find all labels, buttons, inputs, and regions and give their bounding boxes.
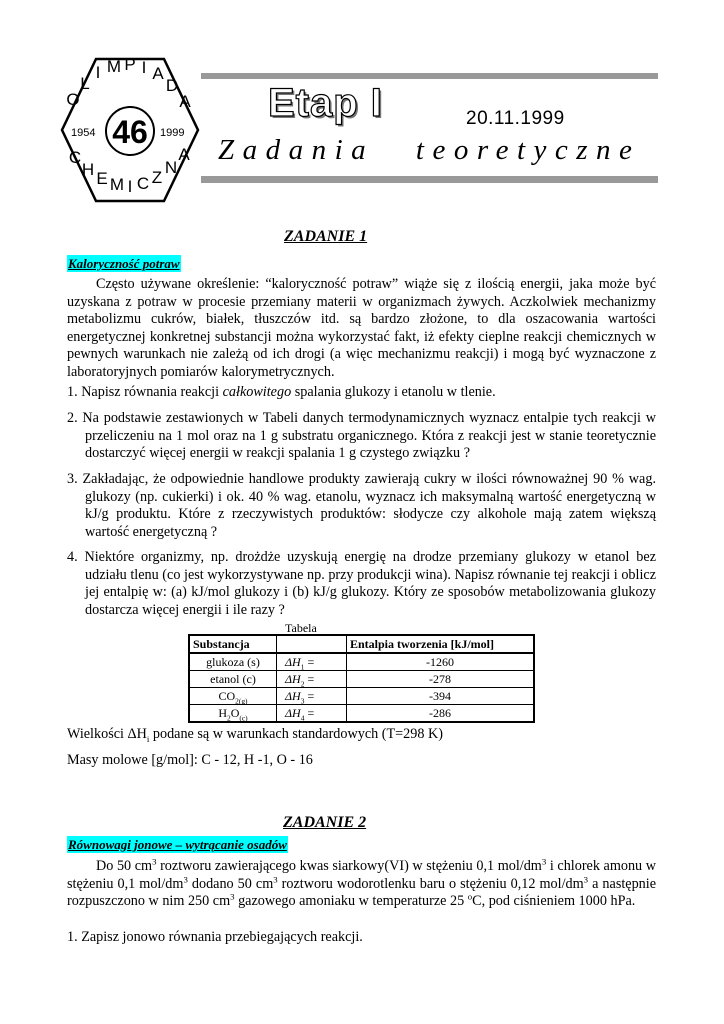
delta-h-index: 1 (300, 661, 305, 671)
delta-h: ΔH (285, 705, 301, 720)
logo-letter: H (81, 160, 95, 179)
t2-text: roztworu zawierającego kwas siarkowy(VI) w stężeniu 0,1 mol/dm (156, 858, 542, 874)
logo-letter: L (80, 74, 90, 93)
table-row (189, 688, 534, 705)
logo-letter: N (164, 158, 178, 177)
table-cell-value: -278 (347, 671, 535, 688)
task2-question-1: 1. Zapisz jonowo równania przebiegających reakcji. (67, 929, 363, 945)
task1-question-1 (67, 384, 656, 402)
logo-year-right: 1999 (160, 127, 185, 139)
logo-letter: E (96, 169, 108, 188)
t2-sup: 3 (183, 873, 188, 884)
table-caption: Tabela (285, 621, 317, 635)
t2-text: dodano 50 cm (187, 875, 274, 892)
t2-text: gazowego amoniaku w temperaturze 25 (234, 893, 468, 910)
table-header-row (189, 635, 534, 653)
logo-letter: A (179, 92, 191, 111)
table-cell-symbol (277, 688, 347, 705)
task2-title: ZADANIE 2 (283, 814, 367, 831)
table-cell-symbol (277, 705, 347, 723)
logo-letter: Z (151, 168, 163, 187)
table-cell-symbol (277, 671, 347, 688)
t2-text: a następnie rozpuszczono w nim 250 cm (67, 875, 657, 910)
page-subtitle: Zadania teoretyczne (218, 134, 641, 166)
formula: O (230, 705, 240, 720)
logo-letter: M (106, 57, 122, 76)
t2-sup: 3 (230, 891, 235, 902)
logo-number: 46 (112, 114, 148, 150)
logo-letter: C (136, 174, 150, 193)
header-rule-top (201, 73, 658, 79)
logo-letter: A (152, 64, 164, 83)
t2-sup: o (467, 891, 473, 902)
note-text-end: podane są w warunkach standardowych (T=298 K) (149, 726, 443, 742)
formula-sub: (c) (239, 712, 248, 722)
table-cell-substance (189, 705, 277, 723)
table-row (189, 653, 534, 671)
logo-letter: D (165, 76, 179, 95)
logo-letter: O (66, 90, 80, 109)
t2-text: i chlorek amonu w stężeniu 0,1 mol/dm (67, 858, 657, 892)
stage-title: Etap I (268, 81, 383, 125)
table-cell-substance (189, 688, 277, 705)
logo-letter: P (124, 55, 136, 74)
t2-text: roztworu wodorotlenku baru o stężeniu 0,12 mol/dm (277, 875, 584, 892)
task1-question-2: 2. Na podstawie zestawionych w Tabeli danych termodynamicznych wyznacz entalpie tych reakcji w przeliczeniu na 1 mol oraz na 1 g substratu organicznego. Która z reakcji jest w stanie teoretycznie dostarczyć więcej energii w reakcji spalania 1 g czystego związku ? (67, 410, 656, 462)
exam-date: 20.11.1999 (466, 108, 565, 129)
t2-sup: 3 (152, 856, 157, 867)
table-row (189, 705, 534, 723)
table-cell-substance: glukoza (s) (189, 653, 277, 671)
equals: = (304, 654, 315, 669)
delta-h-index: 3 (300, 695, 305, 705)
note-text: Wielkości ΔH (67, 726, 147, 742)
table-header: Substancja (189, 635, 277, 653)
equals: = (304, 688, 315, 703)
thermo-table (188, 634, 535, 723)
task1-note (67, 726, 656, 744)
logo-year-left: 1954 (71, 127, 96, 139)
formula-sub: 2 (227, 712, 231, 722)
note-index: i (146, 733, 150, 744)
delta-h-index: 2 (300, 678, 305, 688)
t2-sup: 3 (273, 873, 278, 884)
delta-h-index: 4 (300, 712, 305, 722)
table-cell-value: -286 (347, 705, 535, 723)
delta-h: ΔH (285, 654, 301, 669)
delta-h: ΔH (285, 688, 301, 703)
table-cell-substance: etanol (c) (189, 671, 277, 688)
table-cell-value: -394 (347, 688, 535, 705)
delta-h: ΔH (285, 671, 301, 686)
equals: = (304, 705, 315, 720)
logo-letter: M (109, 175, 125, 194)
logo-letter: I (141, 58, 147, 77)
task1-masses: Masy molowe [g/mol]: C - 12, H -1, O - 16 (67, 752, 313, 768)
formula: CO (218, 688, 236, 703)
table-header: Entalpia tworzenia [kJ/mol] (347, 635, 535, 653)
t2-sup: 3 (583, 873, 589, 884)
t2-text: C, pod ciśnieniem 1000 hPa. (472, 893, 636, 910)
logo-letter: I (95, 63, 101, 82)
logo-letter: I (127, 177, 133, 196)
logo-letter: C (68, 148, 82, 167)
task1-question-3: 3. Zakładając, że odpowiednie handlowe produkty zawierają cukry w ilości równoważnej 90 % wag. glukozy (np. cukierki) i ok. 40 % wag. etanolu, wyznacz ich maksymalną wartość energetyczną w kJ/g produktu. Które z rzeczywistych produktów: słodycze czy alkohole mają zatem większą wartość energetyczną ? (67, 471, 656, 540)
table-row (189, 671, 534, 688)
task2-topic: Równowagi jonowe – wytrącanie osadów (68, 837, 287, 852)
task1-title: ZADANIE 1 (284, 228, 368, 245)
t2-text: Do 50 cm (96, 858, 153, 874)
q1-text-end: spalania glukozy i etanolu w tlenie. (291, 384, 496, 400)
q1-text: 1. Napisz równania reakcji (67, 384, 223, 400)
logo-letter: A (178, 145, 190, 164)
task2-intro (67, 858, 656, 911)
equals: = (304, 671, 315, 686)
task1-question-4: 4. Niektóre organizmy, np. drożdże uzyskują energię na drodze przemiany glukozy w etanol bez udziału tlenu (co jest wykorzystywane np. przy produkcji wina). Napisz równanie tej reakcji i oblicz jej entalpię w: (a) kJ/mol glukozy i (b) kJ/g glukozy. Który ze sposobów metabolizowania glukozy dostarcza więcej energii i ile razy ? (67, 549, 656, 618)
header-rule-bottom (201, 176, 658, 183)
olympiad-logo (60, 55, 200, 205)
table-header (277, 635, 347, 653)
table-cell-symbol (277, 653, 347, 671)
formula-sub: 2(g) (235, 695, 248, 705)
task1-intro: Często używane określenie: “kaloryczność potraw” wiąże się z ilością energii, jaka może być uzyskana z potraw w procesie przemiany materii w organizmach żywych. Aczkolwiek mechanizmy metabolizmu cukrów, białek, tłuszczów itd. są bardzo złożone, to dla oszacowania wartości energetycznej konkretnej substancji można wykorzystać fakt, iż efekty cieplne reakcji chemicznych w pewnych warunkach nie zależą od ich drogi (a więc mechanizmu reakcji) i mogą być wyznaczone z laboratoryjnych pomiarów kalorymetrycznych. (67, 276, 656, 380)
t2-sup: 3 (541, 856, 547, 867)
table-cell-value: -1260 (347, 653, 535, 671)
task1-topic: Kaloryczność potraw (68, 256, 180, 271)
formula: H (218, 705, 227, 720)
q1-emphasis: całkowitego (222, 384, 292, 400)
